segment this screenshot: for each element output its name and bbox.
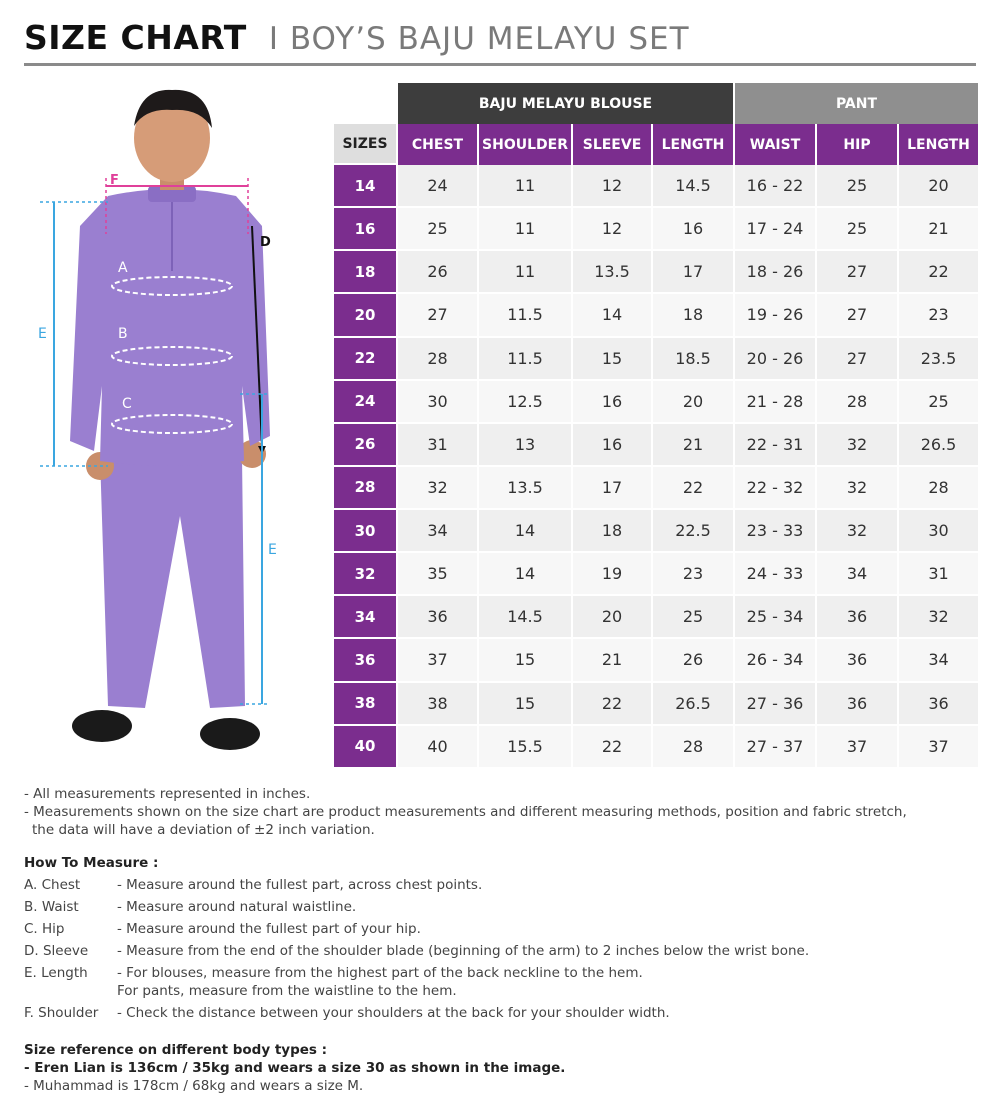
table-cell: 23 <box>897 294 978 337</box>
column-header-pant-hip: HIP <box>815 124 897 165</box>
label-e-top: E <box>38 326 47 342</box>
size-cell: 40 <box>334 726 396 769</box>
table-cell: 31 <box>396 424 477 467</box>
table-cell: 14 <box>571 294 651 337</box>
table-cell: 22 - 32 <box>733 467 815 510</box>
size-cell: 30 <box>334 510 396 553</box>
table-cell: 36 <box>897 683 978 726</box>
table-cell: 17 <box>651 251 733 294</box>
table-cell: 16 <box>571 424 651 467</box>
table-cell: 20 - 26 <box>733 338 815 381</box>
table-cell: 30 <box>897 510 978 553</box>
measure-key: E. Length <box>24 965 88 981</box>
table-cell: 15 <box>571 338 651 381</box>
table-cell: 17 - 24 <box>733 208 815 251</box>
table-cell: 11 <box>477 251 571 294</box>
measure-key: A. Chest <box>24 877 81 893</box>
size-cell: 38 <box>334 683 396 726</box>
measure-description: - For blouses, measure from the highest part of the back neckline to the hem. <box>117 965 643 981</box>
size-cell: 14 <box>334 165 396 208</box>
table-cell: 11.5 <box>477 294 571 337</box>
table-cell: 16 <box>571 381 651 424</box>
table-cell: 34 <box>815 553 897 596</box>
table-cell: 17 <box>571 467 651 510</box>
table-cell: 22 <box>571 683 651 726</box>
label-a: A <box>118 260 128 276</box>
table-cell: 13 <box>477 424 571 467</box>
size-cell: 16 <box>334 208 396 251</box>
how-to-measure-item <box>24 964 974 1000</box>
how-to-measure-item <box>24 876 974 894</box>
table-cell: 14 <box>477 510 571 553</box>
table-cell: 27 - 37 <box>733 726 815 769</box>
table-cell: 25 <box>897 381 978 424</box>
size-cell: 28 <box>334 467 396 510</box>
model-figure <box>30 86 290 776</box>
how-to-measure-list <box>24 876 974 1026</box>
measurement-illustration <box>30 86 290 776</box>
size-cell: 36 <box>334 639 396 682</box>
table-cell: 27 <box>396 294 477 337</box>
page-title: SIZE CHART <box>24 18 247 57</box>
table-cell: 31 <box>897 553 978 596</box>
table-cell: 36 <box>396 596 477 639</box>
measure-description-continued: For pants, measure from the waistline to the hem. <box>117 983 457 999</box>
table-cell: 28 <box>396 338 477 381</box>
table-cell: 22 <box>571 726 651 769</box>
how-to-measure-item <box>24 920 974 938</box>
table-cell: 13.5 <box>477 467 571 510</box>
table-cell: 37 <box>396 639 477 682</box>
table-cell: 11 <box>477 165 571 208</box>
table-cell: 16 - 22 <box>733 165 815 208</box>
table-cell: 26.5 <box>651 683 733 726</box>
table-cell: 11 <box>477 208 571 251</box>
size-cell: 26 <box>334 424 396 467</box>
group-header-pant: PANT <box>733 83 978 124</box>
table-cell: 19 - 26 <box>733 294 815 337</box>
table-cell: 15.5 <box>477 726 571 769</box>
measure-description: - Measure around the fullest part of your hip. <box>117 921 421 937</box>
table-cell: 27 <box>815 251 897 294</box>
size-cell: 34 <box>334 596 396 639</box>
table-cell: 18 <box>651 294 733 337</box>
table-cell: 21 <box>897 208 978 251</box>
pants <box>100 456 245 708</box>
table-cell: 20 <box>651 381 733 424</box>
notes <box>24 785 974 839</box>
size-reference-line-1: - Eren Lian is 136cm / 35kg and wears a size 30 as shown in the image. <box>24 1060 566 1076</box>
table-cell: 40 <box>396 726 477 769</box>
table-cell: 26.5 <box>897 424 978 467</box>
table-cell: 15 <box>477 683 571 726</box>
table-cell: 26 <box>651 639 733 682</box>
how-to-measure-item <box>24 942 974 960</box>
blouse <box>70 189 270 466</box>
table-cell: 32 <box>815 510 897 553</box>
right-shoe <box>200 718 260 750</box>
table-cell: 14 <box>477 553 571 596</box>
table-cell: 23.5 <box>897 338 978 381</box>
table-cell: 14.5 <box>651 165 733 208</box>
table-cell: 34 <box>897 639 978 682</box>
table-cell: 19 <box>571 553 651 596</box>
table-cell: 16 <box>651 208 733 251</box>
table-cell: 32 <box>815 467 897 510</box>
table-cell: 28 <box>897 467 978 510</box>
table-cell: 18 - 26 <box>733 251 815 294</box>
label-d: D <box>260 235 271 250</box>
table-cell: 25 - 34 <box>733 596 815 639</box>
table-cell: 18.5 <box>651 338 733 381</box>
size-table <box>334 83 978 769</box>
table-cell: 13.5 <box>571 251 651 294</box>
measure-description: - Measure from the end of the shoulder blade (beginning of the arm) to 2 inches below the wrist bone. <box>117 943 810 959</box>
measure-description: - Measure around the fullest part, across chest points. <box>117 877 483 893</box>
table-cell: 23 <box>651 553 733 596</box>
table-cell: 38 <box>396 683 477 726</box>
table-cell: 26 - 34 <box>733 639 815 682</box>
table-cell: 25 <box>815 208 897 251</box>
table-cell: 21 <box>651 424 733 467</box>
column-header-blouse-chest: CHEST <box>396 124 477 165</box>
table-cell: 15 <box>477 639 571 682</box>
how-to-measure-title: How To Measure : <box>24 855 159 871</box>
measure-key: B. Waist <box>24 899 79 915</box>
table-cell: 37 <box>897 726 978 769</box>
table-cell: 20 <box>571 596 651 639</box>
table-cell: 32 <box>897 596 978 639</box>
table-cell: 12.5 <box>477 381 571 424</box>
table-cell: 25 <box>651 596 733 639</box>
size-cell: 20 <box>334 294 396 337</box>
table-cell: 22 <box>897 251 978 294</box>
measure-key: D. Sleeve <box>24 943 89 959</box>
column-header-blouse-length: LENGTH <box>651 124 733 165</box>
table-cell: 28 <box>651 726 733 769</box>
table-cell: 22 - 31 <box>733 424 815 467</box>
note-line-2: - Measurements shown on the size chart are product measurements and different measuring methods, position and fabric stretch, <box>24 804 907 820</box>
measure-description: - Check the distance between your shoulders at the back for your shoulder width. <box>117 1005 670 1021</box>
label-c: C <box>122 396 132 412</box>
note-line-1: - All measurements represented in inches. <box>24 786 311 802</box>
table-cell: 12 <box>571 208 651 251</box>
table-cell: 27 <box>815 338 897 381</box>
table-cell: 22.5 <box>651 510 733 553</box>
table-cell: 32 <box>815 424 897 467</box>
table-cell: 36 <box>815 639 897 682</box>
measure-key: C. Hip <box>24 921 65 937</box>
label-b: B <box>118 326 128 342</box>
table-cell: 28 <box>815 381 897 424</box>
left-shoe <box>72 710 132 742</box>
note-line-3: the data will have a deviation of ±2 inch variation. <box>32 822 375 838</box>
table-cell: 21 - 28 <box>733 381 815 424</box>
size-cell: 18 <box>334 251 396 294</box>
table-cell: 12 <box>571 165 651 208</box>
table-cell: 36 <box>815 596 897 639</box>
table-cell: 23 - 33 <box>733 510 815 553</box>
table-cell: 27 - 36 <box>733 683 815 726</box>
label-e-bottom: E <box>268 542 277 558</box>
table-cell: 24 - 33 <box>733 553 815 596</box>
column-header-pant-waist: WAIST <box>733 124 815 165</box>
column-header-blouse-shoulder: SHOULDER <box>477 124 571 165</box>
size-cell: 22 <box>334 338 396 381</box>
table-cell: 25 <box>396 208 477 251</box>
table-cell: 26 <box>396 251 477 294</box>
size-cell: 24 <box>334 381 396 424</box>
column-header-blouse-sleeve: SLEEVE <box>571 124 651 165</box>
table-cell: 18 <box>571 510 651 553</box>
page-subtitle: I BOY’S BAJU MELAYU SET <box>268 21 690 57</box>
how-to-measure-item <box>24 1004 974 1022</box>
size-reference-title: Size reference on different body types : <box>24 1042 328 1058</box>
table-cell: 30 <box>396 381 477 424</box>
table-cell: 37 <box>815 726 897 769</box>
table-cell: 27 <box>815 294 897 337</box>
table-cell: 22 <box>651 467 733 510</box>
table-cell: 36 <box>815 683 897 726</box>
table-cell: 34 <box>396 510 477 553</box>
table-cell: 21 <box>571 639 651 682</box>
size-cell: 32 <box>334 553 396 596</box>
table-cell: 11.5 <box>477 338 571 381</box>
measure-key: F. Shoulder <box>24 1005 99 1021</box>
table-cell: 24 <box>396 165 477 208</box>
page-header <box>24 18 976 66</box>
table-cell: 14.5 <box>477 596 571 639</box>
table-cell: 32 <box>396 467 477 510</box>
table-cell: 35 <box>396 553 477 596</box>
label-f: F <box>110 173 119 188</box>
table-cell: 25 <box>815 165 897 208</box>
table-cell: 20 <box>897 165 978 208</box>
measure-description: - Measure around natural waistline. <box>117 899 357 915</box>
group-header-blouse: BAJU MELAYU BLOUSE <box>396 83 733 124</box>
how-to-measure-item <box>24 898 974 916</box>
column-header-pant-length: LENGTH <box>897 124 978 165</box>
size-reference-line-2: - Muhammad is 178cm / 68kg and wears a size M. <box>24 1078 364 1094</box>
sizes-header: SIZES <box>334 124 396 165</box>
